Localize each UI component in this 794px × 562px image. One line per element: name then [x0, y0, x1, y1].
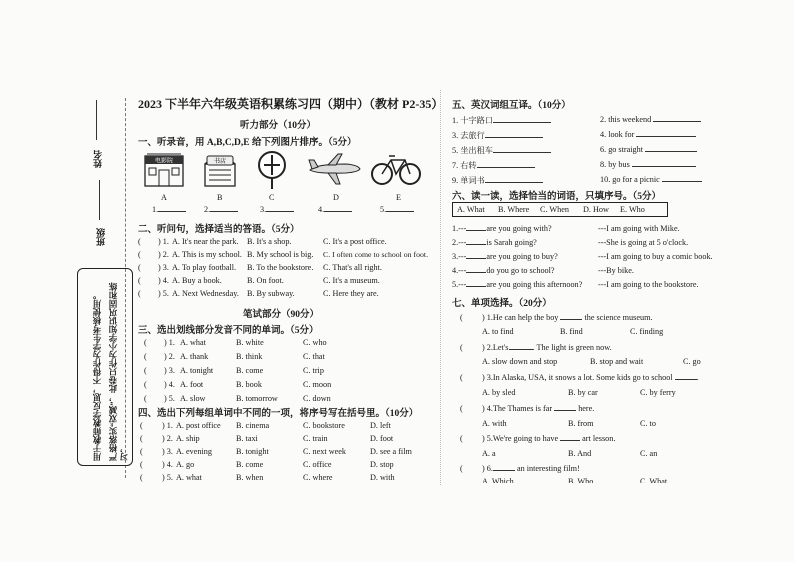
- s4-num-2: ) 2.: [162, 434, 173, 443]
- s6-ans-4: ---By bike.: [598, 266, 634, 275]
- s4-opt-b-4: B. come: [236, 460, 264, 469]
- listening-part-title: 听力部分（10分）: [240, 121, 317, 131]
- s3-opt-a-2: A. thank: [180, 352, 209, 361]
- s2-num-3: ) 3.: [158, 263, 169, 272]
- s7-paren-2: (: [460, 343, 463, 352]
- s5-right-3: 6. go straight: [600, 145, 697, 154]
- section-3-heading: 三、选出划线部分发音不同的单词。（5分）: [138, 326, 319, 336]
- cinema-sign-text: 电影院: [154, 157, 174, 165]
- s7-stem-2: ) 2.Let's . The light is green now.: [482, 343, 612, 352]
- answer-slot-4: 4.: [318, 205, 352, 214]
- name-label: 姓名: [93, 150, 103, 168]
- s7-opt-c-3: C. by ferry: [640, 388, 676, 397]
- s2-paren-4: (: [138, 276, 141, 285]
- s2-num-5: ) 5.: [158, 289, 169, 298]
- s2-num-2: ) 2.: [158, 250, 169, 259]
- s3-paren-1: (: [144, 338, 147, 347]
- s4-paren-3: (: [140, 447, 143, 456]
- s7-paren-5: (: [460, 434, 463, 443]
- section-1-heading: 一、听录音，用 A,B,C,D,E 给下列图片排序。（5分）: [138, 138, 357, 148]
- word-bank-e: E. Who: [620, 205, 645, 214]
- s4-opt-a-2: A. ship: [176, 434, 200, 443]
- s2-opt-b-5: B. By subway.: [247, 289, 295, 298]
- s6-ans-5: ---I am going to the bookstore.: [598, 280, 699, 289]
- s4-paren-1: (: [140, 421, 143, 430]
- s4-opt-c-1: C. bookstore: [303, 421, 345, 430]
- s4-opt-c-4: C. office: [303, 460, 332, 469]
- s2-opt-a-3: A. To play football.: [172, 263, 237, 272]
- s3-paren-5: (: [144, 394, 147, 403]
- s7-opt-c-4: C. to: [640, 419, 656, 428]
- s5-right-1: 2. this weekend: [600, 115, 701, 124]
- notice-line-1: 严格落实“双减”，此卷只作为小学知识巩固和练习，: [108, 282, 129, 461]
- section-2-heading: 二、听问句，选择适当的答语。（5分）: [138, 225, 300, 235]
- s7-opt-a-6: A. Which: [482, 477, 514, 483]
- s4-opt-a-1: A. post office: [176, 421, 221, 430]
- s6-q-5: 5.--- are you going this afternoon?: [452, 280, 583, 289]
- s2-opt-b-1: B. It's a shop.: [247, 237, 292, 246]
- s4-num-4: ) 4.: [162, 460, 173, 469]
- s6-q-4: 4.--- do you go to school?: [452, 266, 555, 275]
- s3-opt-b-4: B. book: [236, 380, 262, 389]
- s7-opt-a-4: A. with: [482, 419, 507, 428]
- bookstore-sign-text: 书店: [213, 158, 227, 165]
- s6-ans-3: ---I am going to buy a comic book.: [598, 252, 713, 261]
- class-line: [99, 180, 100, 220]
- answer-slot-1: 1.: [152, 205, 186, 214]
- s4-opt-a-3: A. evening: [176, 447, 212, 456]
- name-line: [96, 100, 97, 140]
- s4-num-1: ) 1.: [162, 421, 173, 430]
- s7-opt-b-6: B. Who: [568, 477, 594, 483]
- center-fold: [440, 90, 441, 485]
- section-6-heading: 六、读一读，选择恰当的词语，只填序号。（5分）: [452, 192, 662, 202]
- picture-letter-c: C: [269, 193, 275, 202]
- s4-paren-5: (: [140, 473, 143, 482]
- s7-stem-6: ) 6. an interesting film!: [482, 464, 580, 473]
- s4-opt-d-2: D. foot: [370, 434, 394, 443]
- class-label: 班级: [96, 228, 106, 246]
- s5-right-4: 8. by bus: [600, 160, 696, 169]
- s7-opt-a-2: A. slow down and stop: [482, 357, 558, 366]
- s2-opt-c-1: C. It's a post office.: [323, 237, 387, 246]
- s4-opt-d-3: D. see a film: [370, 447, 412, 456]
- word-bank-a: A. What: [457, 205, 485, 214]
- section-4-heading: 四、选出下列每组单词中不同的一项，将序号写在括号里。（10分）: [138, 409, 419, 419]
- crossing-sign-icon: [255, 150, 289, 190]
- s3-opt-c-4: C. moon: [303, 380, 332, 389]
- s2-paren-2: (: [138, 250, 141, 259]
- s2-opt-a-2: A. This is my school.: [172, 250, 242, 259]
- s3-opt-a-3: A. tonight: [180, 366, 214, 375]
- s7-opt-c-6: C. What: [640, 477, 668, 483]
- s7-opt-a-3: A. by sled: [482, 388, 516, 397]
- s4-opt-b-2: B. taxi: [236, 434, 258, 443]
- s6-q-2: 2.--- is Sarah going?: [452, 238, 537, 247]
- s5-left-1: 1. 十字路口: [452, 115, 551, 126]
- s6-ans-1: ---I am going with Mike.: [598, 224, 680, 233]
- answer-slot-3: 3.: [260, 205, 294, 214]
- s7-stem-5: ) 5.We're going to have art lesson.: [482, 434, 616, 443]
- s4-opt-d-5: D. with: [370, 473, 395, 482]
- s7-opt-a-1: A. to find: [482, 327, 514, 336]
- s3-num-4: ) 4.: [164, 380, 175, 389]
- s5-right-2: 4. look for: [600, 130, 696, 139]
- answer-slot-5: 5.: [380, 205, 414, 214]
- s4-num-5: ) 5.: [162, 473, 173, 482]
- s3-opt-c-3: C. trip: [303, 366, 324, 375]
- s7-paren-4: (: [460, 404, 463, 413]
- s4-paren-2: (: [140, 434, 143, 443]
- s4-opt-a-4: A. go: [176, 460, 195, 469]
- s7-stem-3: ) 3.In Alaska, USA, it snows a lot. Some kids go to school .: [482, 373, 699, 382]
- s5-right-5: 10. go for a picnic: [600, 175, 702, 184]
- s7-opt-a-5: A. a: [482, 449, 496, 458]
- s3-opt-b-3: B. come: [236, 366, 264, 375]
- s2-opt-a-4: A. Buy a book.: [172, 276, 222, 285]
- s3-opt-c-5: C. down: [303, 394, 331, 403]
- s2-opt-b-3: B. To the bookstore.: [247, 263, 314, 272]
- s2-opt-a-5: A. Next Wednesday.: [172, 289, 239, 298]
- s3-paren-2: (: [144, 352, 147, 361]
- s6-q-3: 3.--- are you going to buy?: [452, 252, 558, 261]
- s2-opt-c-4: C. It's a museum.: [323, 276, 380, 285]
- s2-opt-b-2: B. My school is big.: [247, 250, 314, 259]
- s3-opt-a-1: A. what: [180, 338, 206, 347]
- s4-opt-a-5: A. what: [176, 473, 202, 482]
- word-bank-d: D. How: [583, 205, 609, 214]
- s3-num-2: ) 2.: [164, 352, 175, 361]
- notice-line-2: 用于教师教学反思，不得作为学生考核使用。: [92, 291, 102, 461]
- s7-opt-c-5: C. an: [640, 449, 658, 458]
- s2-num-4: ) 4.: [158, 276, 169, 285]
- s5-left-2: 3. 去旅行: [452, 130, 543, 141]
- s4-opt-d-4: D. stop: [370, 460, 394, 469]
- s7-opt-b-4: B. from: [568, 419, 594, 428]
- s5-left-3: 5. 坐出租车: [452, 145, 551, 156]
- s3-opt-c-2: C. that: [303, 352, 325, 361]
- s7-opt-c-2: C. go: [683, 357, 701, 366]
- picture-letter-b: B: [217, 193, 223, 202]
- s4-num-3: ) 3.: [162, 447, 173, 456]
- bicycle-icon: [371, 152, 421, 186]
- written-part-title: 笔试部分（90分）: [243, 310, 320, 320]
- picture-letter-e: E: [396, 193, 402, 202]
- s2-opt-a-1: A. It's near the park.: [172, 237, 239, 246]
- s7-paren-1: (: [460, 313, 463, 322]
- s2-paren-3: (: [138, 263, 141, 272]
- s3-opt-a-4: A. foot: [180, 380, 204, 389]
- airplane-icon: [306, 152, 362, 186]
- word-bank-c: C. When: [540, 205, 569, 214]
- s6-q-1: 1.--- are you going with?: [452, 224, 552, 233]
- bookstore-icon: [199, 150, 241, 190]
- s2-paren-5: (: [138, 289, 141, 298]
- s2-opt-c-3: C. That's all right.: [323, 263, 382, 272]
- s3-opt-c-1: C. who: [303, 338, 327, 347]
- s5-left-5: 9. 单词书: [452, 175, 543, 186]
- picture-letter-a: A: [161, 193, 167, 202]
- s4-opt-b-5: B. when: [236, 473, 264, 482]
- s7-paren-6: (: [460, 464, 463, 473]
- s7-opt-b-1: B. find: [560, 327, 583, 336]
- answer-slot-2: 2.: [204, 205, 238, 214]
- s4-opt-c-5: C. where: [303, 473, 333, 482]
- s4-opt-b-3: B. tonight: [236, 447, 269, 456]
- s6-ans-2: ---She is going at 5 o'clock.: [598, 238, 689, 247]
- s5-left-4: 7. 右转: [452, 160, 535, 171]
- cinema-icon: [143, 152, 185, 188]
- s3-paren-4: (: [144, 380, 147, 389]
- s3-num-1: ) 1.: [164, 338, 175, 347]
- s4-opt-d-1: D. left: [370, 421, 391, 430]
- s4-paren-4: (: [140, 460, 143, 469]
- s3-opt-b-5: B. tomorrow: [236, 394, 278, 403]
- s2-opt-c-5: C. Here they are.: [323, 289, 379, 298]
- double-reduction-notice: [77, 268, 133, 466]
- s4-opt-c-3: C. next week: [303, 447, 346, 456]
- s7-opt-b-5: B. And: [568, 449, 592, 458]
- s4-opt-c-2: C. train: [303, 434, 328, 443]
- section-7-heading: 七、单项选择。（20分）: [452, 299, 552, 309]
- s7-stem-1: ) 1.He can help the boy the science museum.: [482, 313, 653, 322]
- s3-paren-3: (: [144, 366, 147, 375]
- s7-opt-c-1: C. finding: [630, 327, 664, 336]
- s7-paren-3: (: [460, 373, 463, 382]
- s3-num-5: ) 5.: [164, 394, 175, 403]
- s3-opt-b-1: B. white: [236, 338, 264, 347]
- picture-letter-d: D: [333, 193, 339, 202]
- s2-num-1: ) 1.: [158, 237, 169, 246]
- s3-opt-b-2: B. think: [236, 352, 263, 361]
- s2-opt-c-2: C. I often come to school on foot.: [323, 250, 429, 259]
- s4-opt-b-1: B. cinema: [236, 421, 270, 430]
- s7-opt-b-2: B. stop and wait: [590, 357, 644, 366]
- s7-stem-4: ) 4.The Thames is far here.: [482, 404, 595, 413]
- s2-opt-b-4: B. On foot.: [247, 276, 284, 285]
- section-5-heading: 五、英汉词组互译。（10分）: [452, 101, 571, 111]
- word-bank-b: B. Where: [498, 205, 530, 214]
- s7-opt-b-3: B. by car: [568, 388, 598, 397]
- s3-num-3: ) 3.: [164, 366, 175, 375]
- page-title: 2023 下半年六年级英语积累练习四（期中）（教材 P2-35）: [138, 97, 444, 111]
- s2-paren-1: (: [138, 237, 141, 246]
- s3-opt-a-5: A. slow: [180, 394, 206, 403]
